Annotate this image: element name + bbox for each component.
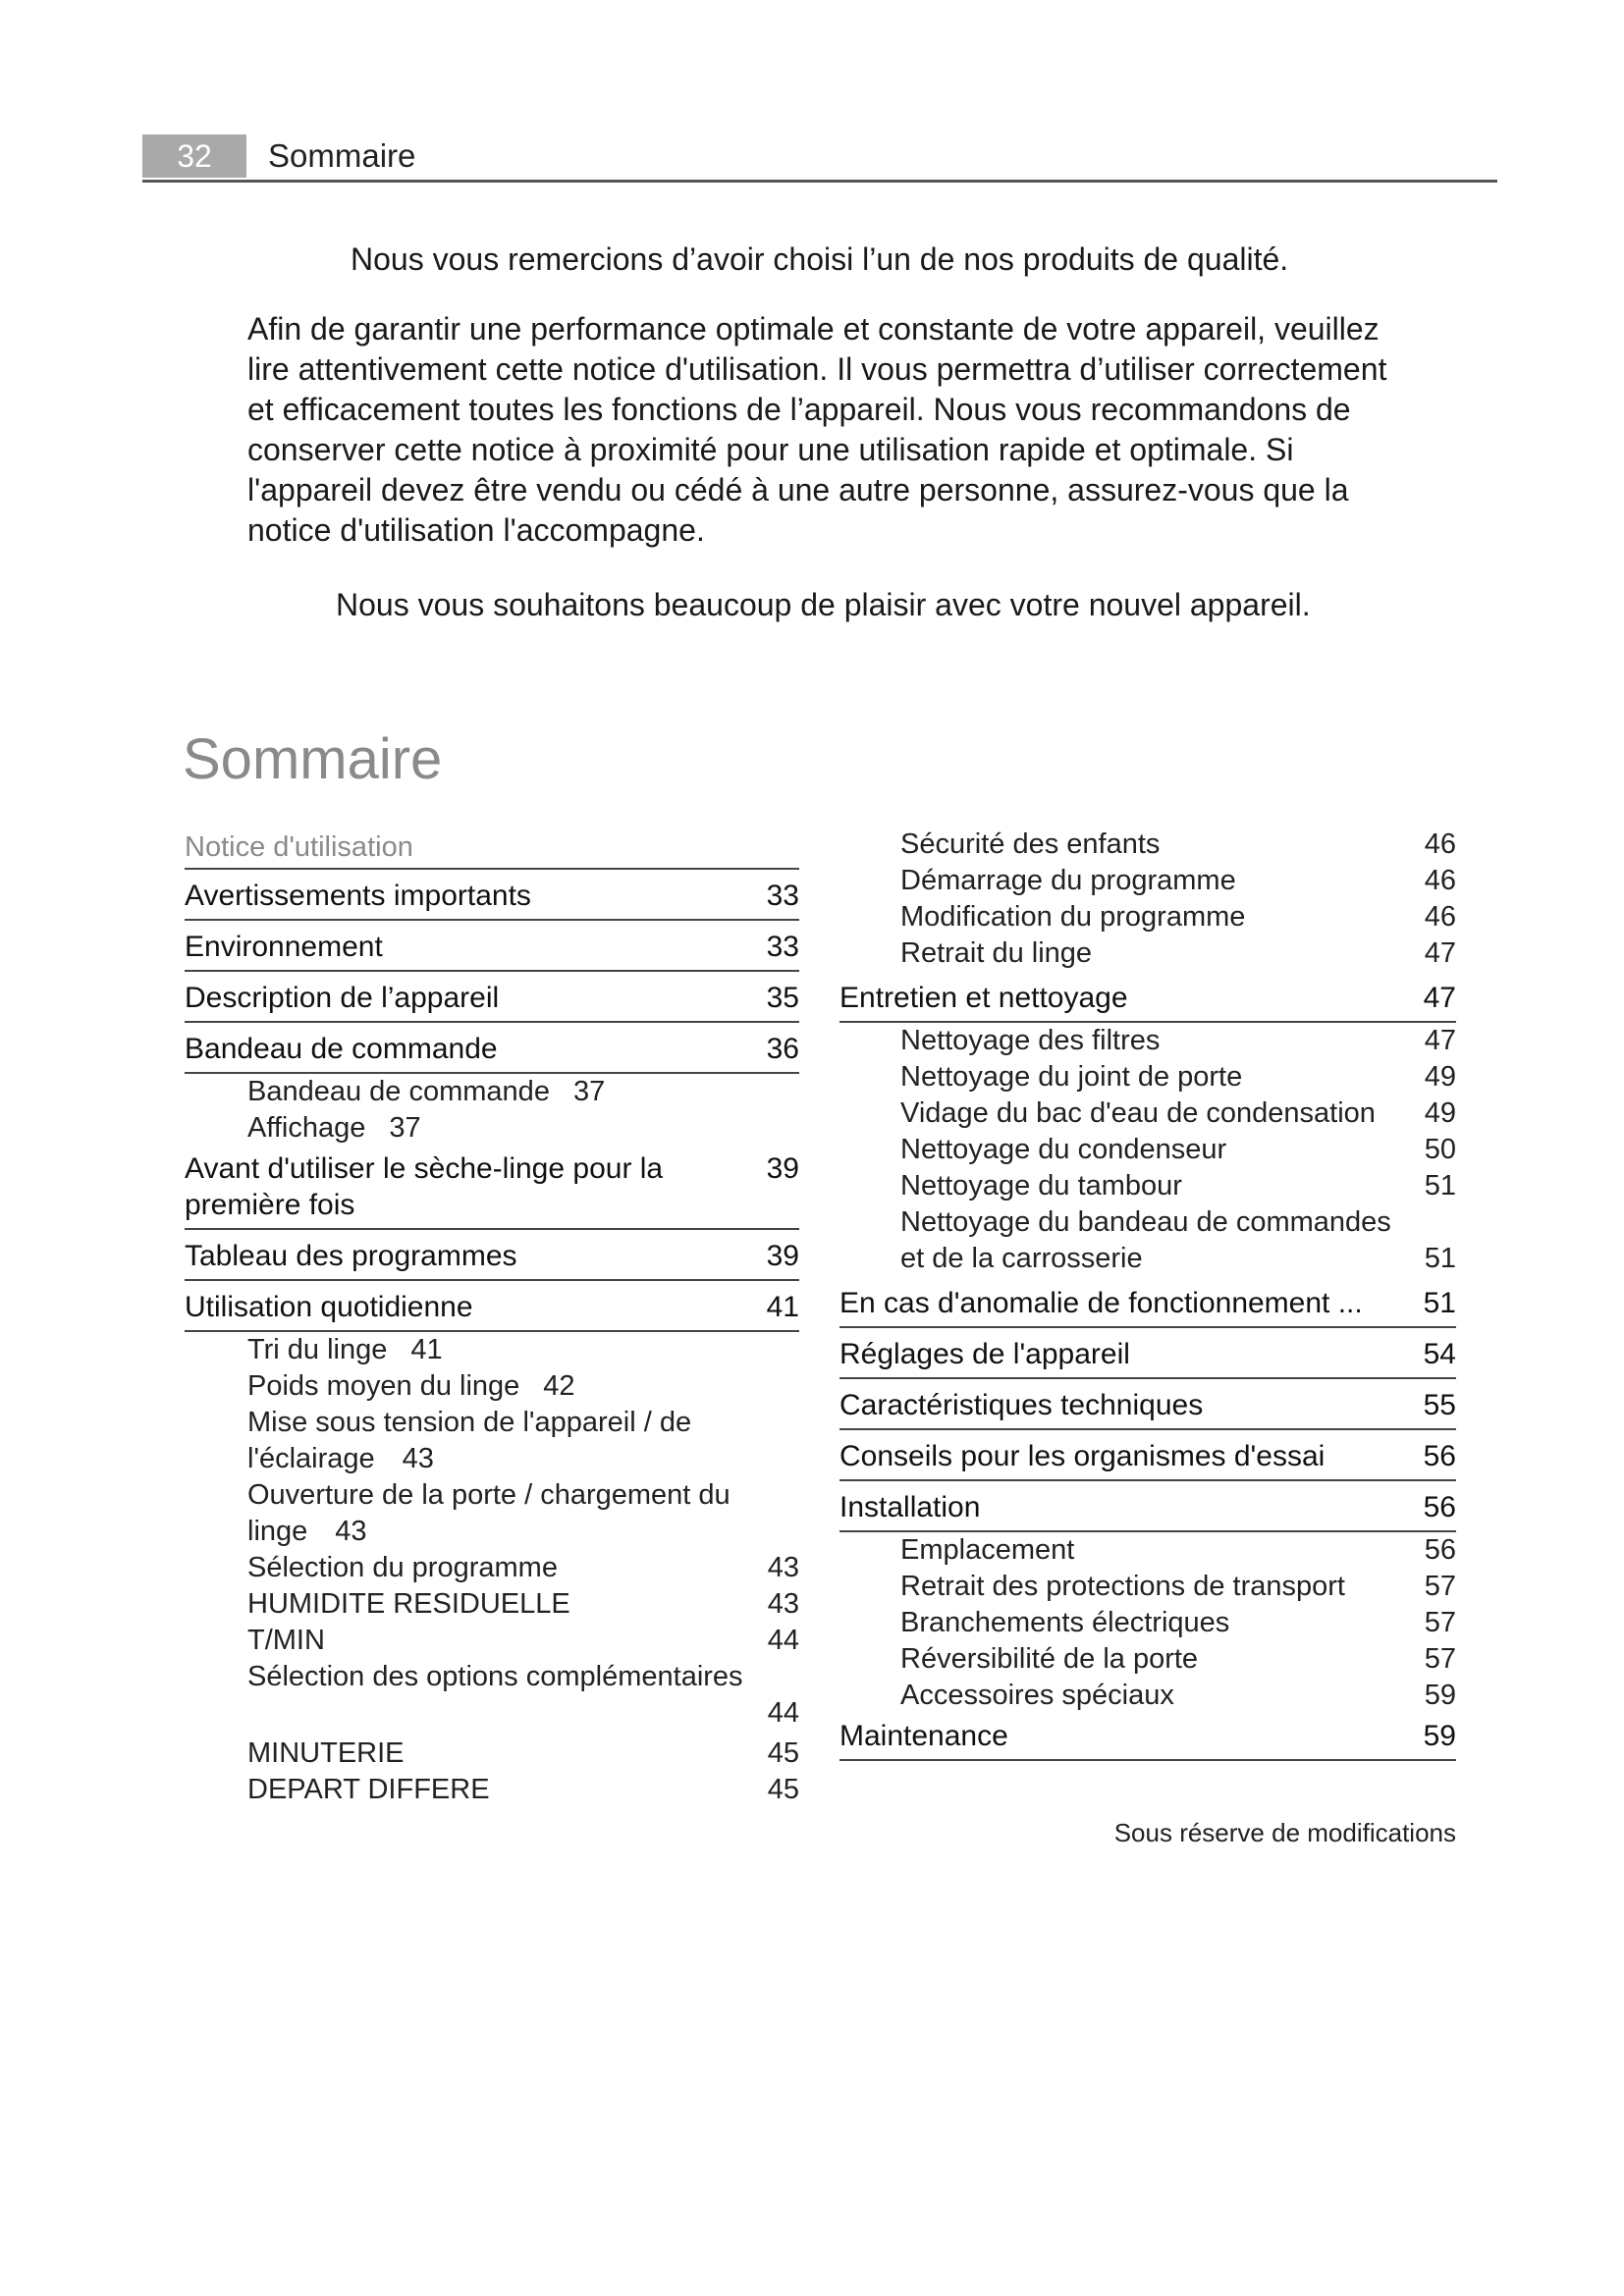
toc-subentry[interactable] bbox=[185, 1772, 799, 1808]
toc-subentry[interactable] bbox=[839, 1532, 1456, 1569]
toc-entry-page: 57 bbox=[1424, 1571, 1456, 1602]
toc-entry-label: Sélection des options complémentaires bbox=[247, 1661, 743, 1692]
toc-entry-anomalie[interactable] bbox=[839, 1277, 1456, 1328]
toc-entry-label: Nettoyage du bandeau de commandes et de la carrosserie bbox=[900, 1206, 1391, 1274]
toc-entry-page: 50 bbox=[1424, 1134, 1456, 1165]
toc-entry-page: 54 bbox=[1423, 1338, 1456, 1370]
toc-subentry[interactable] bbox=[839, 935, 1456, 972]
toc-entry-label: Description de l’appareil bbox=[185, 982, 500, 1014]
toc-entry-label: Maintenance bbox=[839, 1720, 1008, 1752]
toc-left-column bbox=[185, 827, 799, 1808]
footer-note: Sous réserve de modifications bbox=[1113, 1818, 1456, 1847]
toc-entry-page: 51 bbox=[1423, 1287, 1456, 1319]
toc-subentry[interactable] bbox=[185, 1477, 799, 1550]
toc-entry-page: 37 bbox=[572, 1076, 606, 1107]
toc-entry-page: 43 bbox=[767, 1588, 799, 1620]
toc-entry-installation[interactable] bbox=[839, 1481, 1456, 1532]
toc-entry-page: 37 bbox=[389, 1112, 421, 1144]
toc-subentry[interactable] bbox=[839, 1095, 1456, 1132]
toc-entry-label: Retrait des protections de transport bbox=[900, 1571, 1345, 1602]
toc-subentry[interactable] bbox=[839, 1569, 1456, 1605]
toc-entry-label: Installation bbox=[839, 1491, 981, 1523]
toc-title: Sommaire bbox=[183, 727, 443, 791]
page-header bbox=[142, 133, 1497, 183]
toc-entry-conseils[interactable] bbox=[839, 1430, 1456, 1481]
toc-subentry[interactable] bbox=[185, 1074, 799, 1110]
intro-wish: Nous vous souhaitons beaucoup de plaisir avec votre nouvel appareil. bbox=[336, 587, 1311, 622]
toc-entry-page: 51 bbox=[1424, 1170, 1456, 1201]
toc-entry-label: T/MIN bbox=[247, 1625, 325, 1656]
toc-subentry[interactable] bbox=[185, 1623, 799, 1659]
toc-entry-page: 41 bbox=[410, 1334, 443, 1365]
toc-entry-page: 44 bbox=[767, 1625, 799, 1656]
toc-subentry[interactable] bbox=[185, 1110, 799, 1147]
toc-entry-label: Affichage bbox=[247, 1112, 366, 1144]
toc-right-column bbox=[839, 827, 1456, 1761]
toc-entry-label: Réglages de l'appareil bbox=[839, 1338, 1130, 1370]
toc-entry-page: 56 bbox=[1423, 1440, 1456, 1472]
toc-entry-environnement[interactable] bbox=[185, 921, 799, 972]
toc-entry-page: 36 bbox=[766, 1033, 799, 1065]
toc-entry-page: 46 bbox=[1424, 828, 1456, 860]
toc-entry-maintenance[interactable] bbox=[839, 1714, 1456, 1761]
toc-entry-label: Sélection du programme bbox=[247, 1552, 558, 1583]
toc-entry-avertissements[interactable] bbox=[185, 870, 799, 921]
toc-entry-label: Bandeau de commande bbox=[247, 1076, 550, 1107]
toc-subentry[interactable] bbox=[185, 1735, 799, 1772]
toc-entry-label: Retrait du linge bbox=[900, 937, 1093, 969]
toc-entry-label: Accessoires spéciaux bbox=[900, 1680, 1174, 1711]
toc-subentry[interactable] bbox=[839, 863, 1456, 899]
toc-entry-page: 49 bbox=[1424, 1061, 1456, 1093]
intro-body: Afin de garantir une performance optimale et constante de votre appareil, veuillez lire attentivement cette notice d'utilisation. Il vous permettra d’utiliser correctement et efficacement toutes les fonctions de l’appareil. Nous vous recommandons de conserver cette notice à proximité pour une utilisation rapide et optimale. Si l'appareil devez être vendu ou cédé à une autre personne, assurez-vous que la notice d'utilisation l'accompagne. bbox=[247, 311, 1387, 548]
toc-entry-label: HUMIDITE RESIDUELLE bbox=[247, 1588, 570, 1620]
toc-subentry[interactable] bbox=[839, 1132, 1456, 1168]
toc-entry-label: Sécurité des enfants bbox=[900, 828, 1161, 860]
toc-entry-caracteristiques[interactable] bbox=[839, 1379, 1456, 1430]
toc-entry-label: Environnement bbox=[185, 931, 383, 963]
toc-entry-page: 55 bbox=[1423, 1389, 1456, 1421]
toc-entry-label: Poids moyen du linge bbox=[247, 1370, 520, 1402]
toc-entry-page: 43 bbox=[402, 1443, 434, 1474]
toc-entry-label: Branchements électriques bbox=[900, 1607, 1230, 1638]
toc-entry-label: Ouverture de la porte / chargement du linge bbox=[247, 1479, 731, 1547]
toc-entry-page: 33 bbox=[766, 931, 799, 963]
toc-entry-avant-utiliser[interactable] bbox=[185, 1147, 799, 1230]
toc-subtitle: Notice d'utilisation bbox=[185, 827, 799, 870]
toc-entry-label: Nettoyage du condenseur bbox=[900, 1134, 1227, 1165]
toc-entry-label: MINUTERIE bbox=[247, 1737, 405, 1769]
toc-subentry[interactable] bbox=[185, 1586, 799, 1623]
toc-subentry[interactable] bbox=[839, 1204, 1456, 1277]
toc-entry-page: 45 bbox=[767, 1737, 799, 1769]
toc-entry-page: 45 bbox=[767, 1774, 799, 1805]
intro-thanks: Nous vous remercions d’avoir choisi l’un de nos produits de qualité. bbox=[351, 241, 1289, 277]
toc-entry-page: 57 bbox=[1424, 1607, 1456, 1638]
toc-entry-page: 43 bbox=[335, 1516, 367, 1547]
toc-entry-label: Tableau des programmes bbox=[185, 1240, 517, 1272]
toc-subentry[interactable] bbox=[185, 1368, 799, 1405]
toc-entry-label: Entretien et nettoyage bbox=[839, 982, 1128, 1014]
page-number: 32 bbox=[142, 134, 246, 178]
toc-entry-page: 42 bbox=[543, 1370, 575, 1402]
toc-entry-label: Vidage du bac d'eau de condensation bbox=[900, 1097, 1376, 1129]
toc-entry-label: Utilisation quotidienne bbox=[185, 1291, 473, 1323]
toc-subentry[interactable] bbox=[185, 1332, 799, 1368]
toc-entry-label: En cas d'anomalie de fonctionnement ... bbox=[839, 1287, 1363, 1319]
toc-entry-page: 47 bbox=[1423, 982, 1456, 1014]
toc-entry-label: Nettoyage du joint de porte bbox=[900, 1061, 1243, 1093]
toc-entry-page: 35 bbox=[766, 982, 799, 1014]
toc-subentry[interactable] bbox=[839, 827, 1456, 863]
toc-entry-label: Emplacement bbox=[900, 1534, 1075, 1566]
toc-entry-label: Bandeau de commande bbox=[185, 1033, 498, 1065]
toc-subentry[interactable] bbox=[839, 1023, 1456, 1059]
toc-subentry[interactable] bbox=[839, 899, 1456, 935]
toc-entry-label: Démarrage du programme bbox=[900, 865, 1236, 896]
toc-entry-label: Modification du programme bbox=[900, 901, 1246, 933]
toc-entry-tableau-programmes[interactable] bbox=[185, 1230, 799, 1281]
toc-entry-page: 39 bbox=[766, 1240, 799, 1272]
toc-entry-page: 59 bbox=[1424, 1680, 1456, 1711]
toc-entry-page: 46 bbox=[1424, 865, 1456, 896]
toc-entry-label: Mise sous tension de l'appareil / de l'éclairage bbox=[247, 1407, 692, 1474]
toc-subentry[interactable] bbox=[185, 1550, 799, 1586]
header-title: Sommaire bbox=[268, 137, 416, 174]
toc-subentry[interactable] bbox=[185, 1659, 799, 1732]
toc-entry-page: 46 bbox=[1424, 901, 1456, 933]
toc-entry-bandeau[interactable] bbox=[185, 1023, 799, 1074]
toc-subentry[interactable] bbox=[839, 1059, 1456, 1095]
toc-entry-page: 56 bbox=[1424, 1534, 1456, 1566]
toc-entry-page: 57 bbox=[1424, 1643, 1456, 1675]
toc-subentry[interactable] bbox=[185, 1405, 799, 1477]
toc-entry-description[interactable] bbox=[185, 972, 799, 1023]
toc-entry-entretien[interactable] bbox=[839, 972, 1456, 1023]
toc-entry-page: 51 bbox=[1424, 1243, 1456, 1274]
toc-entry-page: 39 bbox=[766, 1152, 799, 1185]
toc-entry-page: 47 bbox=[1424, 1025, 1456, 1056]
toc-entry-page: 59 bbox=[1423, 1720, 1456, 1752]
toc-entry-page: 44 bbox=[767, 1697, 799, 1729]
toc-entry-label: Tri du linge bbox=[247, 1334, 388, 1365]
toc-entry-page: 43 bbox=[767, 1552, 799, 1583]
toc-entry-label: Caractéristiques techniques bbox=[839, 1389, 1204, 1421]
toc-entry-label: Nettoyage du tambour bbox=[900, 1170, 1182, 1201]
toc-entry-label: DEPART DIFFERE bbox=[247, 1774, 490, 1805]
toc-entry-utilisation[interactable] bbox=[185, 1281, 799, 1332]
toc-subentry[interactable] bbox=[839, 1678, 1456, 1714]
toc-entry-page: 47 bbox=[1424, 937, 1456, 969]
toc-entry-page: 49 bbox=[1424, 1097, 1456, 1129]
toc-entry-label: Avant d'utiliser le sèche-linge pour la première fois bbox=[185, 1152, 664, 1221]
toc-subentry[interactable] bbox=[839, 1605, 1456, 1641]
toc-entry-page: 56 bbox=[1423, 1491, 1456, 1523]
toc-entry-label: Avertissements importants bbox=[185, 880, 531, 912]
toc-subentry[interactable] bbox=[839, 1168, 1456, 1204]
toc-entry-label: Nettoyage des filtres bbox=[900, 1025, 1161, 1056]
toc-entry-label: Réversibilité de la porte bbox=[900, 1643, 1199, 1675]
toc-entry-page: 33 bbox=[766, 880, 799, 912]
toc-entry-page: 41 bbox=[766, 1291, 799, 1323]
toc-subentry[interactable] bbox=[839, 1641, 1456, 1678]
toc-entry-label: Conseils pour les organismes d'essai bbox=[839, 1440, 1326, 1472]
toc-entry-reglages[interactable] bbox=[839, 1328, 1456, 1379]
